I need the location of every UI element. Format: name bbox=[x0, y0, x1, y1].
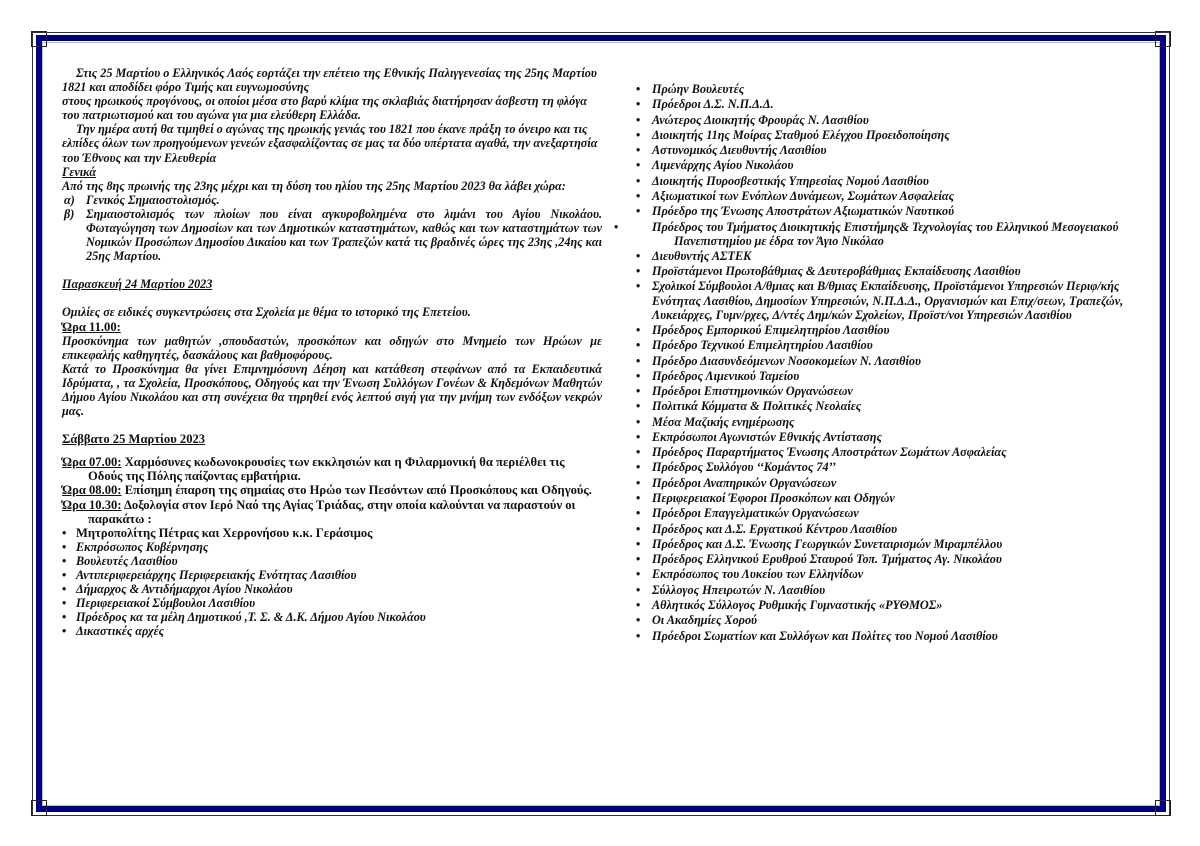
left-column bbox=[62, 66, 602, 638]
list-item: • Εκπρόσωποι Αγωνιστών Εθνικής Αντίστασης bbox=[636, 430, 1136, 444]
invitees-list-left bbox=[62, 526, 602, 639]
invitees-list-right bbox=[636, 82, 1136, 643]
general-heading: Γενικά bbox=[62, 164, 97, 179]
friday-paragraph-1: Προσκύνημα των μαθητών ,σπουδαστών, προσκόπων και οδηγών στο Μνημείο των Ηρώων με επικεφαλής καθηγητές, δασκάλους και βαθμοφόρους. bbox=[62, 333, 602, 362]
schedule-text: Επίσημη έπαρση της σημαίας στο Ηρώο των Πεσόντων από Προσκόπους και Οδηγούς. bbox=[121, 483, 592, 498]
list-item: • Πρόεδροι Επιστημονικών Οργανώσεων bbox=[636, 384, 1136, 398]
list-item: • Μητροπολίτης Πέτρας και Χερρονήσου κ.κ. Γεράσιμος bbox=[62, 526, 602, 540]
corner-ornament-br bbox=[1155, 800, 1171, 816]
list-item: • Διευθυντής ΑΣΤΕΚ bbox=[636, 249, 1136, 263]
list-item: • Πρόεδροι Επαγγελματικών Οργανώσεων bbox=[636, 506, 1136, 520]
list-item: • Εκπρόσωπος Κυβέρνησης bbox=[62, 540, 602, 554]
schedule-time: Ώρα 08.00: bbox=[62, 483, 122, 498]
general-item bbox=[62, 193, 602, 207]
general-item-text: Γενικός Σημαιοστολισμός. bbox=[86, 192, 220, 207]
list-item: • Πρώην Βουλευτές bbox=[636, 82, 1136, 96]
general-item-label: α) bbox=[64, 192, 75, 207]
list-item: • Προϊστάμενοι Πρωτοβάθμιας & Δευτεροβάθμιας Εκπαίδευσης Λασιθίου bbox=[636, 264, 1136, 278]
list-item: • Σχολικοί Σύμβουλοι Α/θμιας και Β/θμιας Εκπαίδευσης, Προϊστάμενοι Υπηρεσιών Περιφ/κής Ενότητας Λασιθίου, Δημοσίων Υπηρεσιών, Ν.Π.Δ.Δ., Οργανισμών και Επιχ/σεων, Τραπεζών, Λυκειάρχες, Γυμν/ρχες, Δ/ντές Δημ/κών Σχολείων, Προϊστ/νοι Υπηρεσιών Λασιθίου bbox=[636, 279, 1136, 321]
list-item: • Πρόεδρος Λιμενικού Ταμείου bbox=[636, 369, 1136, 383]
list-item: • Πρόεδρος Εμπορικού Επιμελητηρίου Λασιθίου bbox=[636, 323, 1136, 337]
corner-ornament-tr bbox=[1155, 31, 1171, 47]
list-item: • Πρόεδρο της Ένωσης Αποστράτων Αξιωματικών Ναυτικού bbox=[636, 204, 1136, 218]
general-item bbox=[62, 207, 602, 263]
list-item: • Πολιτικά Κόμματα & Πολιτικές Νεολαίες bbox=[636, 399, 1136, 413]
friday-heading: Παρασκευή 24 Μαρτίου 2023 bbox=[62, 277, 213, 292]
list-item: • Αστυνομικός Διευθυντής Λασιθίου bbox=[636, 143, 1136, 157]
list-item: • Σύλλογος Ηπειρωτών Ν. Λασιθίου bbox=[636, 583, 1136, 597]
corner-ornament-tl bbox=[31, 31, 47, 47]
friday-speeches: Ομιλίες σε ειδικές συγκεντρώσεις στα Σχολεία με θέμα το ιστορικό της Επετείου. bbox=[62, 305, 471, 320]
list-item: • Περιφερειακοί Έφοροι Προσκόπων και Οδηγών bbox=[636, 491, 1136, 505]
saturday-heading: Σάββατο 25 Μαρτίου 2023 bbox=[62, 432, 206, 447]
general-item-label: β) bbox=[64, 206, 75, 221]
list-item: • Αντιπεριφερειάρχης Περιφερειακής Ενότητας Λασιθίου bbox=[62, 568, 602, 582]
list-item: • Δήμαρχος & Αντιδήμαρχοι Αγίου Νικολάου bbox=[62, 582, 602, 596]
list-item: • Δικαστικές αρχές bbox=[62, 624, 602, 638]
list-item: • Πρόεδρος Παραρτήματος Ένωσης Αποστράτων Σωμάτων Ασφαλείας bbox=[636, 445, 1136, 459]
intro-paragraph-2: Την ημέρα αυτή θα τιμηθεί ο αγώνας της ηρωικής γενιάς του 1821 που έκανε πράξη το όνειρο και τις ελπίδες όλων των προηγούμενων γενεών εξασφαλίζοντας σε μας τα δύο υπέρτατα αγαθά, την ανεξαρτησία του Έθνους και την Ελευθερία bbox=[62, 122, 598, 165]
right-column bbox=[636, 82, 1136, 644]
saturday-schedule bbox=[62, 455, 602, 525]
list-item: • Λιμενάρχης Αγίου Νικολάου bbox=[636, 158, 1136, 172]
list-item: • Πρόεδρος Ελληνικού Ερυθρού Σταυρού Τοπ. Τμήματος Αγ. Νικολάου bbox=[636, 552, 1136, 566]
intro-paragraph-1-cont: στους ηρωικούς προγόνους, οι οποίοι μέσα στο βαρύ κλίμα της σκλαβιάς διατήρησαν άσβεστη τη φλόγα του πατριωτισμού και του αγώνα για μια ελεύθερη Ελλάδα. bbox=[62, 94, 588, 123]
list-item: • Πρόεδρος Συλλόγου ‘‘Κομάντος 74’’ bbox=[636, 460, 1136, 474]
list-item: • Οι Ακαδημίες Χορού bbox=[636, 613, 1136, 627]
friday-time: Ώρα 11.00: bbox=[62, 319, 121, 334]
list-item: • Πρόεδροι Δ.Σ. Ν.Π.Δ.Δ. bbox=[636, 97, 1136, 111]
list-item: • Διοικητής 11ης Μοίρας Σταθμού Ελέγχου Προειδοποίησης bbox=[636, 128, 1136, 142]
schedule-time: Ώρα 10.30: bbox=[62, 497, 122, 512]
list-item: • Πρόεδροι Αναπηρικών Οργανώσεων bbox=[636, 476, 1136, 490]
schedule-entry bbox=[62, 455, 602, 483]
list-item: • Πρόεδρος του Τμήματος Διοικητικής Επιστήμης& Τεχνολογίας του Ελληνικού Μεσογειακού Πανεπιστημίου με έδρα τον Άγιο Νικόλαο bbox=[636, 220, 1136, 248]
list-item: • Εκπρόσωπος του Λυκείου των Ελληνίδων bbox=[636, 567, 1136, 581]
list-item: • Ανώτερος Διοικητής Φρουράς Ν. Λασιθίου bbox=[636, 113, 1136, 127]
list-item: • Πρόεδρος και Δ.Σ. Εργατικού Κέντρου Λασιθίου bbox=[636, 522, 1136, 536]
schedule-text: Δοξολογία στον Ιερό Ναό της Αγίας Τριάδας, στην οποία καλούνται να παραστούν οι παρακάτω : bbox=[88, 497, 576, 526]
general-item-text: Σημαιοστολισμός των πλοίων που είναι αγκυροβολημένα στο λιμάνι του Αγίου Νικολάου. Φωταγώγηση των Δημοσίων και των Δημοτικών καταστημάτων, καθώς και των καταστημάτων των Νομικών Προσώπων Δημοσίου Δικαίου και των Τραπεζών κατά τις βραδινές ώρες της 23ης ,24ης και 25ης Μαρτίου. bbox=[86, 206, 602, 264]
schedule-entry bbox=[62, 498, 602, 526]
list-item: • Πρόεδρο Διασυνδεόμενων Νοσοκομείων Ν. Λασιθίου bbox=[636, 354, 1136, 368]
list-item: • Αξιωματικοί των Ενόπλων Δυνάμεων, Σωμάτων Ασφαλείας bbox=[636, 189, 1136, 203]
list-item: • Βουλευτές Λασιθίου bbox=[62, 554, 602, 568]
list-item: • Πρόεδρος κα τα μέλη Δημοτικού ,Τ. Σ. & Δ.Κ. Δήμου Αγίου Νικολάου bbox=[62, 610, 602, 624]
list-item: • Πρόεδρος και Δ.Σ. Ένωσης Γεωργικών Συνεταιρισμών Μιραμπέλλου bbox=[636, 537, 1136, 551]
list-item: • Πρόεδροι Σωματίων και Συλλόγων και Πολίτες του Νομού Λασιθίου bbox=[636, 629, 1136, 643]
list-item: • Πρόεδρο Τεχνικού Επιμελητηρίου Λασιθίου bbox=[636, 338, 1136, 352]
list-item: • Περιφερειακοί Σύμβουλοι Λασιθίου bbox=[62, 596, 602, 610]
schedule-time: Ώρα 07.00: bbox=[62, 455, 122, 470]
list-item: • Αθλητικός Σύλλογος Ρυθμικής Γυμναστικής «ΡΥΘΜΟΣ» bbox=[636, 598, 1136, 612]
general-text: Από της 8ης πρωινής της 23ης μέχρι και τη δύση του ηλίου της 25ης Μαρτίου 2023 θα λάβει χώρα: bbox=[62, 178, 566, 193]
friday-paragraph-2: Κατά το Προσκύνημα θα γίνει Επιμνημόσυνη Δέηση και κατάθεση στεφάνων από τα Εκπαιδευτικά Ιδρύματα, , τα Σχολεία, Προσκόπους, Οδηγούς και την Ένωση Συλλόγων Γονέων & Κηδεμόνων Μαθητών Δήμου Αγίου Νικολάου και στη συνέχεια θα τηρηθεί ενός λεπτού σιγή για την μνήμη των ενδόξων νεκρών μας. bbox=[62, 361, 602, 419]
schedule-entry bbox=[62, 483, 602, 497]
schedule-text: Χαρμόσυνες κωδωνοκρουσίες των εκκλησιών και η Φιλαρμονική θα περιέλθει τις Οδούς της Πόλης παίζοντας εμβατήρια. bbox=[88, 455, 565, 484]
list-item: • Μέσα Μαζικής ενημέρωσης bbox=[636, 415, 1136, 429]
intro-paragraph-1: Στις 25 Μαρτίου ο Ελληνικός Λαός εορτάζει την επέτειο της Εθνικής Παλιγγενεσίας της 25ης Μαρτίου 1821 και αποδίδει φόρο Τιμής και ευγνωμοσύνης bbox=[62, 66, 597, 95]
corner-ornament-bl bbox=[31, 800, 47, 816]
list-item: • Διοικητής Πυροσβεστικής Υπηρεσίας Νομού Λασιθίου bbox=[636, 174, 1136, 188]
